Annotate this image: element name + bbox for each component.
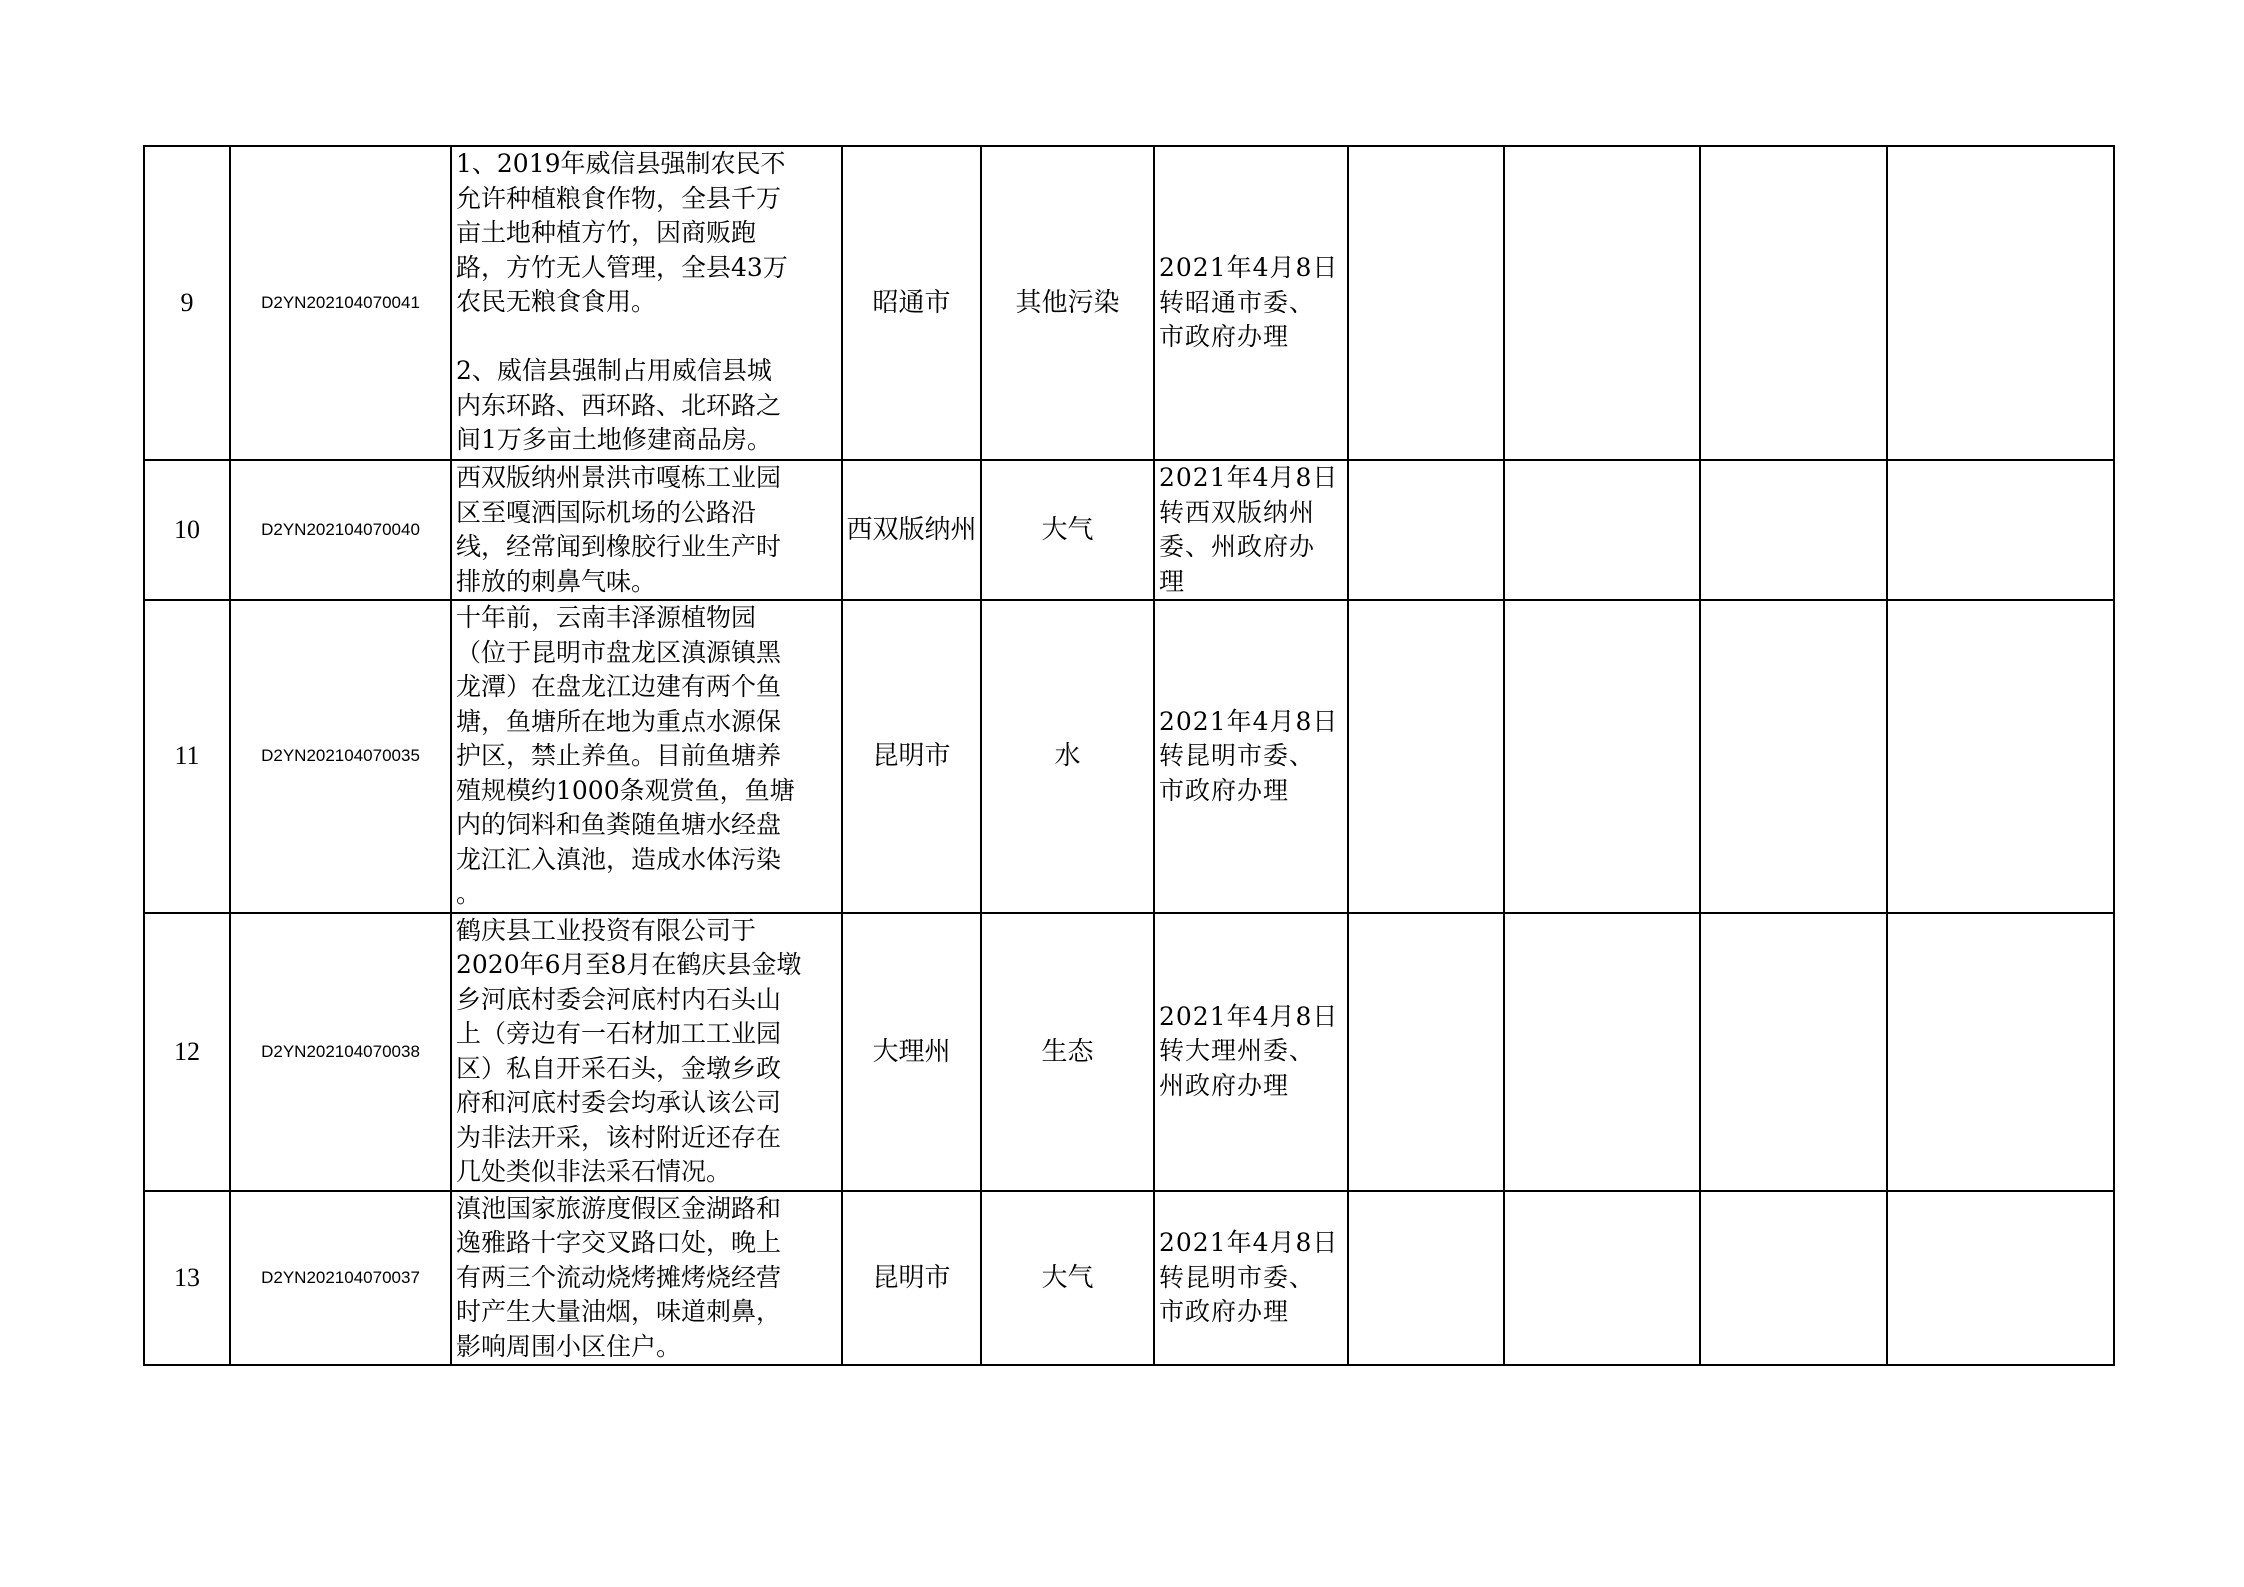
- description-line: 龙潭）在盘龙江边建有两个鱼: [456, 672, 782, 701]
- empty-cell: [1504, 460, 1700, 600]
- description-line: [456, 320, 837, 355]
- description-cell: [451, 146, 842, 460]
- pollution-type-cell: 大气: [981, 1191, 1154, 1366]
- city-cell: 昭通市: [842, 146, 981, 460]
- pollution-type-cell: 大气: [981, 460, 1154, 600]
- description-cell: [451, 460, 842, 600]
- description-line: 上（旁边有一石材加工工业园: [456, 1019, 782, 1048]
- case-id-cell: D2YN202104070037: [230, 1191, 451, 1366]
- description-line: 西双版纳州景洪市嘎栋工业园: [456, 463, 782, 492]
- handling-line: 市政府办理: [1159, 1297, 1290, 1326]
- description-line: 间1万多亩土地修建商品房。: [456, 425, 772, 454]
- empty-cell: [1700, 1191, 1887, 1366]
- handling-cell: [1154, 1191, 1348, 1366]
- empty-cell: [1700, 913, 1887, 1191]
- empty-cell: [1348, 146, 1504, 460]
- handling-line: 转大理州委、: [1159, 1036, 1316, 1066]
- row-number-cell: 9: [144, 146, 230, 460]
- description-line: 区至嘎洒国际机场的公路沿: [456, 497, 757, 527]
- description-line: 路，方竹无人管理，全县43万: [456, 252, 788, 282]
- description-line: 线，经常闻到橡胶行业生产时: [456, 532, 782, 561]
- handling-cell: [1154, 146, 1348, 460]
- empty-cell: [1887, 146, 2114, 460]
- empty-cell: [1700, 460, 1887, 600]
- description-line: 有两三个流动烧烤摊烤烧经营: [456, 1262, 782, 1292]
- description-line: 内东环路、西环路、北环路之: [456, 390, 782, 420]
- city-cell: 昆明市: [842, 600, 981, 913]
- empty-cell: [1887, 460, 2114, 600]
- empty-cell: [1887, 1191, 2114, 1366]
- empty-cell: [1887, 600, 2114, 913]
- description-line: 十年前，云南丰泽源植物园: [456, 603, 757, 632]
- description-line: 区）私自开采石头，金墩乡政: [456, 1053, 782, 1083]
- handling-line: 州政府办理: [1159, 1070, 1290, 1100]
- empty-cell: [1348, 913, 1504, 1191]
- city-cell: 昆明市: [842, 1191, 981, 1366]
- handling-line: 2021年4月8日: [1159, 253, 1339, 283]
- empty-cell: [1887, 913, 2114, 1191]
- handling-line: 委、州政府办: [1159, 532, 1316, 561]
- pollution-type-cell: 生态: [981, 913, 1154, 1191]
- description-cell: [451, 1191, 842, 1366]
- description-line: 农民无粮食食用。: [456, 287, 657, 316]
- description-line: 府和河底村委会均承认该公司: [456, 1088, 782, 1117]
- city-cell: 西双版纳州: [842, 460, 981, 600]
- description-line: 塘，鱼塘所在地为重点水源保: [456, 706, 782, 736]
- handling-line: 市政府办理: [1159, 775, 1290, 805]
- empty-cell: [1504, 913, 1700, 1191]
- description-line: 时产生大量油烟，味道刺鼻，: [456, 1297, 782, 1326]
- handling-cell: [1154, 460, 1348, 600]
- table-row: [144, 460, 2114, 600]
- table-body: [144, 146, 2114, 1365]
- complaint-table: [143, 145, 2115, 1366]
- handling-line: 转昆明市委、: [1159, 741, 1316, 770]
- empty-cell: [1504, 1191, 1700, 1366]
- description-line: 。: [456, 879, 482, 908]
- empty-cell: [1504, 600, 1700, 913]
- handling-line: 转昆明市委、: [1159, 1262, 1316, 1292]
- case-id-cell: D2YN202104070035: [230, 600, 451, 913]
- description-line: 鹤庆县工业投资有限公司于: [456, 915, 757, 945]
- city-cell: 大理州: [842, 913, 981, 1191]
- table-row: [144, 600, 2114, 913]
- empty-cell: [1348, 600, 1504, 913]
- description-line: 排放的刺鼻气味。: [456, 566, 657, 596]
- case-id-cell: D2YN202104070041: [230, 146, 451, 460]
- case-id-cell: D2YN202104070040: [230, 460, 451, 600]
- description-cell: [451, 600, 842, 913]
- row-number-cell: 13: [144, 1191, 230, 1366]
- description-line: 内的饲料和鱼粪随鱼塘水经盘: [456, 810, 782, 839]
- description-line: 乡河底村委会河底村内石头山: [456, 984, 782, 1014]
- description-line: 几处类似非法采石情况。: [456, 1157, 732, 1186]
- description-cell: [451, 913, 842, 1191]
- table-row: [144, 913, 2114, 1191]
- description-line: 龙江汇入滇池，造成水体污染: [456, 844, 782, 874]
- row-number-cell: 11: [144, 600, 230, 913]
- table-row: [144, 146, 2114, 460]
- handling-line: 2021年4月8日: [1159, 1001, 1339, 1031]
- handling-line: 2021年4月8日: [1159, 706, 1339, 736]
- empty-cell: [1348, 1191, 1504, 1366]
- description-line: 2、威信县强制占用威信县城: [456, 356, 772, 385]
- description-line: 护区，禁止养鱼。目前鱼塘养: [456, 741, 782, 770]
- description-line: 1、2019年威信县强制农民不: [456, 149, 786, 178]
- table-row: [144, 1191, 2114, 1366]
- empty-cell: [1348, 460, 1504, 600]
- empty-cell: [1700, 600, 1887, 913]
- empty-cell: [1700, 146, 1887, 460]
- row-number-cell: 12: [144, 913, 230, 1191]
- handling-line: 2021年4月8日: [1159, 463, 1339, 492]
- row-number-cell: 10: [144, 460, 230, 600]
- description-line: 逸雅路十字交叉路口处，晚上: [456, 1228, 782, 1257]
- description-line: （位于昆明市盘龙区滇源镇黑: [456, 637, 782, 667]
- description-line: 允许种植粮食作物，全县千万: [456, 183, 782, 213]
- description-line: 为非法开采，该村附近还存在: [456, 1122, 782, 1152]
- handling-cell: [1154, 913, 1348, 1191]
- pollution-type-cell: 水: [981, 600, 1154, 913]
- description-line: 殖规模约1000条观赏鱼，鱼塘: [456, 775, 795, 805]
- handling-line: 理: [1159, 566, 1186, 596]
- description-line: 2020年6月至8月在鹤庆县金墩: [456, 950, 802, 979]
- empty-cell: [1504, 146, 1700, 460]
- handling-line: 2021年4月8日: [1159, 1228, 1339, 1257]
- handling-cell: [1154, 600, 1348, 913]
- handling-line: 市政府办理: [1159, 322, 1290, 352]
- pollution-type-cell: 其他污染: [981, 146, 1154, 460]
- handling-line: 转昭通市委、: [1159, 287, 1316, 317]
- description-line: 滇池国家旅游度假区金湖路和: [456, 1193, 782, 1223]
- description-line: 亩土地种植方竹，因商贩跑: [456, 218, 757, 247]
- description-line: 影响周围小区住户。: [456, 1331, 682, 1361]
- handling-line: 转西双版纳州: [1159, 497, 1316, 527]
- case-id-cell: D2YN202104070038: [230, 913, 451, 1191]
